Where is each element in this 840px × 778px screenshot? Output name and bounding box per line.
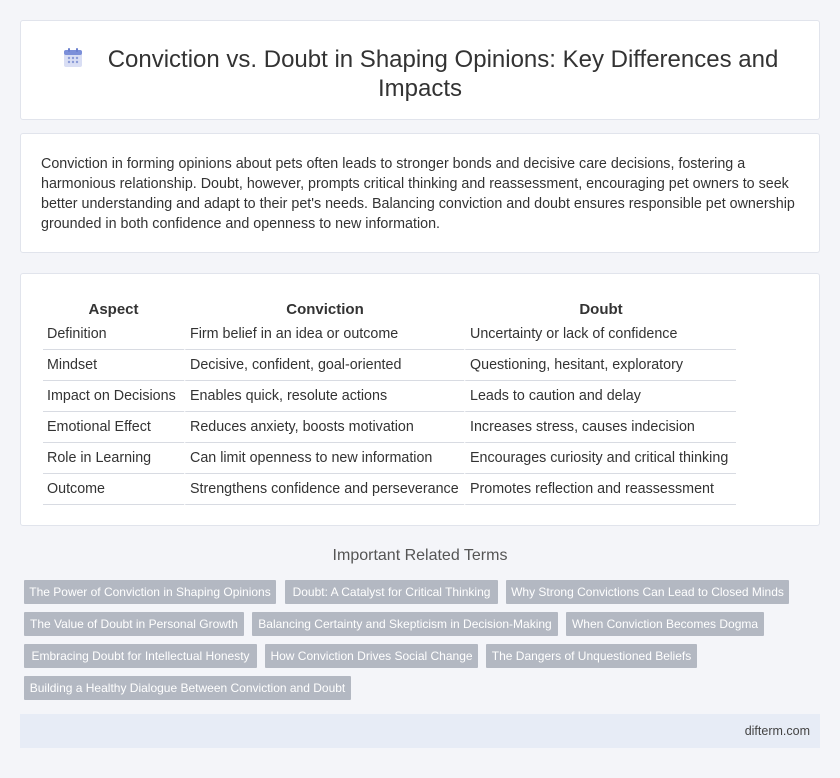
related-term-link[interactable]: Balancing Certainty and Skepticism in Decision-Making <box>252 612 558 636</box>
table-row <box>43 319 736 350</box>
page-title-text: Conviction vs. Doubt in Shaping Opinions: Key Differences and Impacts <box>107 46 779 102</box>
footer <box>20 714 820 748</box>
related-term-link[interactable]: When Conviction Becomes Dogma <box>566 612 764 636</box>
table-header-row <box>43 297 736 319</box>
intro-card <box>20 133 820 253</box>
cell-conviction: Enables quick, resolute actions <box>184 381 464 412</box>
header-doubt: Doubt <box>464 297 736 319</box>
table-row <box>43 443 736 474</box>
related-term-link[interactable]: Why Strong Convictions Can Lead to Closed Minds <box>506 580 789 604</box>
title-wrap <box>61 45 779 103</box>
comparison-card <box>20 273 820 526</box>
table-row <box>43 381 736 412</box>
page-title <box>61 45 779 103</box>
cell-doubt: Uncertainty or lack of confidence <box>464 319 736 350</box>
cell-aspect: Mindset <box>43 350 184 381</box>
related-term-link[interactable]: The Dangers of Unquestioned Beliefs <box>486 644 697 668</box>
cell-conviction: Decisive, confident, goal-oriented <box>184 350 464 381</box>
cell-conviction: Reduces anxiety, boosts motivation <box>184 412 464 443</box>
related-term-link[interactable]: Embracing Doubt for Intellectual Honesty <box>24 644 257 668</box>
cell-conviction: Firm belief in an idea or outcome <box>184 319 464 350</box>
calendar-icon <box>62 47 84 69</box>
cell-conviction: Strengthens confidence and perseverance <box>184 474 464 505</box>
intro-paragraph: Conviction in forming opinions about pets often leads to stronger bonds and decisive care decisions, fostering a harmonious relationship. Doubt, however, prompts critical thinking and reassessment, encouraging pet owners to seek better understanding and adapt to their pet's needs. Balancing conviction and doubt ensures responsible pet ownership grounded in both confidence and openness to new information. <box>41 156 795 232</box>
cell-doubt: Encourages curiosity and critical thinking <box>464 443 736 474</box>
table-row <box>43 474 736 505</box>
cell-doubt: Promotes reflection and reassessment <box>464 474 736 505</box>
cell-doubt: Leads to caution and delay <box>464 381 736 412</box>
cell-aspect: Role in Learning <box>43 443 184 474</box>
cell-conviction: Can limit openness to new information <box>184 443 464 474</box>
cell-doubt: Increases stress, causes indecision <box>464 412 736 443</box>
comparison-table <box>43 297 736 505</box>
header-aspect: Aspect <box>88 300 139 318</box>
related-terms-title: Important Related Terms <box>332 547 508 564</box>
related-term-link[interactable]: Building a Healthy Dialogue Between Conviction and Doubt <box>24 676 351 700</box>
related-term-link[interactable]: How Conviction Drives Social Change <box>265 644 478 668</box>
table-row <box>43 350 736 381</box>
cell-aspect: Definition <box>43 319 184 350</box>
cell-aspect: Impact on Decisions <box>43 381 184 412</box>
related-term-link[interactable]: The Power of Conviction in Shaping Opinions <box>24 580 276 604</box>
related-term-link[interactable]: Doubt: A Catalyst for Critical Thinking <box>285 580 498 604</box>
header-card <box>20 20 820 120</box>
cell-aspect: Emotional Effect <box>43 412 184 443</box>
related-term-link[interactable]: The Value of Doubt in Personal Growth <box>24 612 244 636</box>
header-conviction: Conviction <box>184 297 464 319</box>
table-row <box>43 412 736 443</box>
cell-doubt: Questioning, hesitant, exploratory <box>464 350 736 381</box>
cell-aspect: Outcome <box>43 474 184 505</box>
footer-site[interactable]: difterm.com <box>744 724 810 738</box>
